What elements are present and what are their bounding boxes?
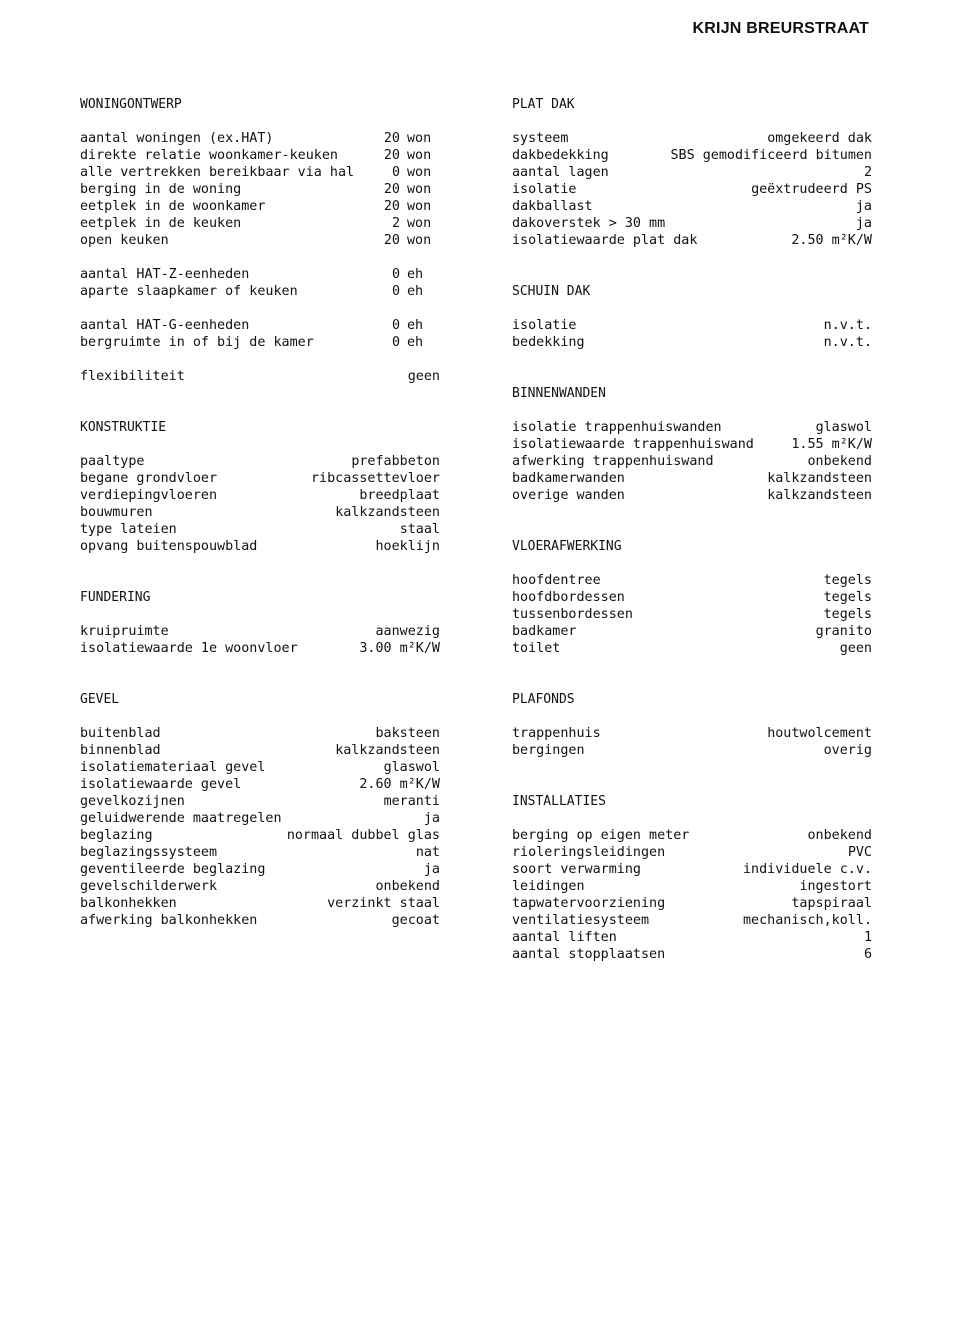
row-value: kalkzandsteen [767,471,872,486]
row-label: bouwmuren [80,505,153,520]
row-value: gecoat [391,913,440,928]
row-label: aantal HAT-G-eenheden [80,318,250,333]
row-label: buitenblad [80,726,161,741]
woningontwerp-group-3 [80,317,440,351]
section-fundering [80,589,440,657]
row-label: afwerking trappenhuiswand [512,454,714,469]
row-value: mechanisch,koll. [743,913,872,928]
row-value: kalkzandsteen [335,743,440,758]
row-value: meranti [383,794,440,809]
row-unit: eh [407,284,424,299]
binnenwanden-rows [512,419,872,504]
row-label: systeem [512,131,569,146]
table-row [80,181,440,198]
section-plat-dak [512,96,872,249]
row-unit: eh [407,267,424,282]
row-count: 20 [383,233,400,248]
table-row [80,334,440,351]
row-label: badkamer [512,624,577,639]
right-column [512,96,872,963]
row-label: trappenhuis [512,726,601,741]
table-row [80,453,440,470]
table-row [80,147,440,164]
section-heading: KONSTRUKTIE [80,420,167,435]
row-value: tapspiraal [791,896,872,911]
table-row [512,130,872,147]
row-value: nat [415,845,440,860]
row-label: dakoverstek > 30 mm [512,216,666,231]
row-value: tegels [823,590,872,605]
table-row [80,487,440,504]
row-value [370,215,440,232]
table-row [80,776,440,793]
row-value: houtwolcement [767,726,872,741]
row-label: begane grondvloer [80,471,218,486]
row-value: SBS gemodificeerd bitumen [670,148,872,163]
row-count: 20 [383,182,400,197]
row-value: baksteen [375,726,440,741]
table-row [80,232,440,249]
row-label: tussenbordessen [512,607,633,622]
section-heading: VLOERAFWERKING [512,539,622,554]
table-row [80,317,440,334]
table-row [512,419,872,436]
row-label: badkamerwanden [512,471,625,486]
row-unit: eh [407,335,424,350]
table-row [512,147,872,164]
row-value [370,164,440,181]
row-label: isolatie trappenhuiswanden [512,420,722,435]
table-row [80,759,440,776]
row-unit: won [407,165,432,180]
row-label: flexibiliteit [80,369,185,384]
row-label: aantal liften [512,930,617,945]
row-value: hoeklijn [375,539,440,554]
row-label: bergruimte in of bij de kamer [80,335,314,350]
row-count: 20 [383,199,400,214]
table-row [512,487,872,504]
row-label: isolatie [512,318,577,333]
woningontwerp-group-2 [80,266,440,300]
table-row [512,725,872,742]
row-label: isolatiewaarde 1e woonvloer [80,641,298,656]
row-value: geen [407,369,440,384]
row-label: aantal stopplaatsen [512,947,666,962]
row-unit: won [407,216,432,231]
row-value: ja [855,199,872,214]
section-installaties [512,793,872,963]
row-unit: won [407,182,432,197]
row-label: aparte slaapkamer of keuken [80,284,298,299]
section-binnenwanden [512,385,872,504]
row-label: bedekking [512,335,585,350]
row-count: 0 [391,165,400,180]
row-label: isolatiewaarde gevel [80,777,242,792]
row-value: geen [839,641,872,656]
left-column [80,96,440,929]
row-count: 0 [391,284,400,299]
table-row [512,844,872,861]
row-label: hoofdbordessen [512,590,625,605]
section-schuin-dak [512,283,872,351]
row-unit: won [407,233,432,248]
row-value: aanwezig [375,624,440,639]
woningontwerp-group-1 [80,130,440,249]
row-label: eetplek in de keuken [80,216,242,231]
row-value [370,198,440,215]
row-label: type lateien [80,522,177,537]
table-row [512,878,872,895]
table-row [512,181,872,198]
table-row [512,606,872,623]
row-value: onbekend [807,454,872,469]
section-heading: INSTALLATIES [512,794,606,809]
row-label: isolatiewaarde trappenhuiswand [512,437,754,452]
row-label: open keuken [80,233,169,248]
gevel-rows [80,725,440,929]
section-vloerafwerking [512,538,872,657]
row-value: breedplaat [359,488,440,503]
row-value: staal [399,522,440,537]
row-value: 2 [863,165,872,180]
konstruktie-rows [80,453,440,555]
row-value: overig [823,743,872,758]
plafonds-rows [512,725,872,759]
row-value: verzinkt staal [327,896,440,911]
table-row [512,164,872,181]
row-label: isolatiewaarde plat dak [512,233,698,248]
table-row [512,436,872,453]
table-row [80,470,440,487]
row-label: soort verwarming [512,862,641,877]
row-label: isolatiemateriaal gevel [80,760,266,775]
row-value: ja [855,216,872,231]
table-row [512,827,872,844]
row-label: berging op eigen meter [512,828,690,843]
table-row [80,215,440,232]
row-label: alle vertrekken bereikbaar via hal [80,165,355,180]
row-label: isolatie [512,182,577,197]
row-count: 0 [391,267,400,282]
table-row [512,453,872,470]
row-value [370,334,440,351]
table-row [512,334,872,351]
table-row [512,623,872,640]
row-value: PVC [847,845,872,860]
table-row [80,725,440,742]
row-value: 3.00 m²K/W [359,641,440,656]
row-label: bergingen [512,743,585,758]
table-row [80,742,440,759]
row-value: ja [423,862,440,877]
row-value: n.v.t. [823,335,872,350]
row-value: granito [815,624,872,639]
section-gevel [80,691,440,929]
section-heading: PLAFONDS [512,692,575,707]
section-heading: SCHUIN DAK [512,284,591,299]
row-value: kalkzandsteen [767,488,872,503]
row-label: direkte relatie woonkamer-keuken [80,148,338,163]
flexibiliteit-block [80,368,440,385]
row-count: 20 [383,131,400,146]
row-label: kruipruimte [80,624,169,639]
table-row [512,589,872,606]
row-count: 20 [383,148,400,163]
table-row [80,827,440,844]
row-label: rioleringsleidingen [512,845,666,860]
section-konstruktie [80,419,440,555]
row-unit: eh [407,318,424,333]
table-row [512,946,872,963]
row-label: overige wanden [512,488,625,503]
row-value [370,147,440,164]
row-label: binnenblad [80,743,161,758]
page-title: KRIJN BREURSTRAAT [692,20,869,37]
schuin-dak-rows [512,317,872,351]
row-unit: won [407,148,432,163]
row-label: opvang buitenspouwblad [80,539,258,554]
section-heading: WONINGONTWERP [80,97,182,112]
table-row [80,912,440,929]
row-value: omgekeerd dak [767,131,872,146]
row-label: eetplek in de woonkamer [80,199,266,214]
row-value: kalkzandsteen [335,505,440,520]
row-value: ja [423,811,440,826]
row-label: aantal woningen (ex.HAT) [80,131,274,146]
table-row [512,912,872,929]
row-value: geëxtrudeerd PS [751,182,872,197]
row-value: 6 [863,947,872,962]
table-row [80,878,440,895]
row-label: geluidwerende maatregelen [80,811,282,826]
section-woningontwerp [80,96,440,385]
row-value [370,181,440,198]
row-value: individuele c.v. [743,862,872,877]
table-row [80,538,440,555]
table-row [80,504,440,521]
row-label: gevelschilderwerk [80,879,218,894]
table-row [80,130,440,147]
row-value: ingestort [799,879,872,894]
row-label: afwerking balkonhekken [80,913,258,928]
row-value [370,130,440,147]
row-label: berging in de woning [80,182,242,197]
row-label: aantal lagen [512,165,609,180]
table-row [80,283,440,300]
row-unit: won [407,199,432,214]
row-label: leidingen [512,879,585,894]
row-value [370,232,440,249]
table-row [80,521,440,538]
table-row [80,623,440,640]
vloerafwerking-rows [512,572,872,657]
section-heading: FUNDERING [80,590,151,605]
row-value: glaswol [815,420,872,435]
section-heading: PLAT DAK [512,97,575,112]
row-unit: won [407,131,432,146]
row-label: toilet [512,641,561,656]
plat-dak-rows [512,130,872,249]
row-label: dakbedekking [512,148,609,163]
row-label: aantal HAT-Z-eenheden [80,267,250,282]
row-label: ventilatiesysteem [512,913,650,928]
table-row [512,215,872,232]
table-row [80,793,440,810]
section-plafonds [512,691,872,759]
row-value [370,283,440,300]
table-row [80,266,440,283]
row-count: 0 [391,318,400,333]
row-value: glaswol [383,760,440,775]
table-row [80,844,440,861]
table-row [512,198,872,215]
table-row [512,861,872,878]
section-heading: GEVEL [80,692,120,707]
row-label: beglazing [80,828,153,843]
row-value: 1 [863,930,872,945]
row-count: 0 [391,335,400,350]
row-label: hoofdentree [512,573,601,588]
table-row [80,810,440,827]
table-row [512,640,872,657]
table-row [80,164,440,181]
table-row [80,198,440,215]
row-count: 2 [391,216,400,231]
table-row [80,861,440,878]
table-row [512,742,872,759]
row-value: onbekend [375,879,440,894]
row-label: paaltype [80,454,145,469]
table-row [512,572,872,589]
row-value: 2.60 m²K/W [359,777,440,792]
row-value: prefabbeton [351,454,440,469]
table-row [512,895,872,912]
row-value: ribcassettevloer [311,471,440,486]
row-value: 2.50 m²K/W [791,233,872,248]
table-row [80,895,440,912]
table-row [512,470,872,487]
table-row [80,368,440,385]
installaties-rows [512,827,872,963]
row-label: tapwatervoorziening [512,896,666,911]
row-label: balkonhekken [80,896,177,911]
row-value [370,317,440,334]
row-value: n.v.t. [823,318,872,333]
row-value [370,266,440,283]
row-value: 1.55 m²K/W [791,437,872,452]
row-label: geventileerde beglazing [80,862,266,877]
section-heading: BINNENWANDEN [512,386,606,401]
table-row [512,929,872,946]
row-value: onbekend [807,828,872,843]
row-label: gevelkozijnen [80,794,185,809]
row-label: dakballast [512,199,593,214]
row-value: normaal dubbel glas [286,828,440,843]
row-label: beglazingssysteem [80,845,218,860]
table-row [512,232,872,249]
table-row [80,640,440,657]
row-label: verdiepingvloeren [80,488,218,503]
table-row [512,317,872,334]
row-value: tegels [823,607,872,622]
fundering-rows [80,623,440,657]
row-value: tegels [823,573,872,588]
